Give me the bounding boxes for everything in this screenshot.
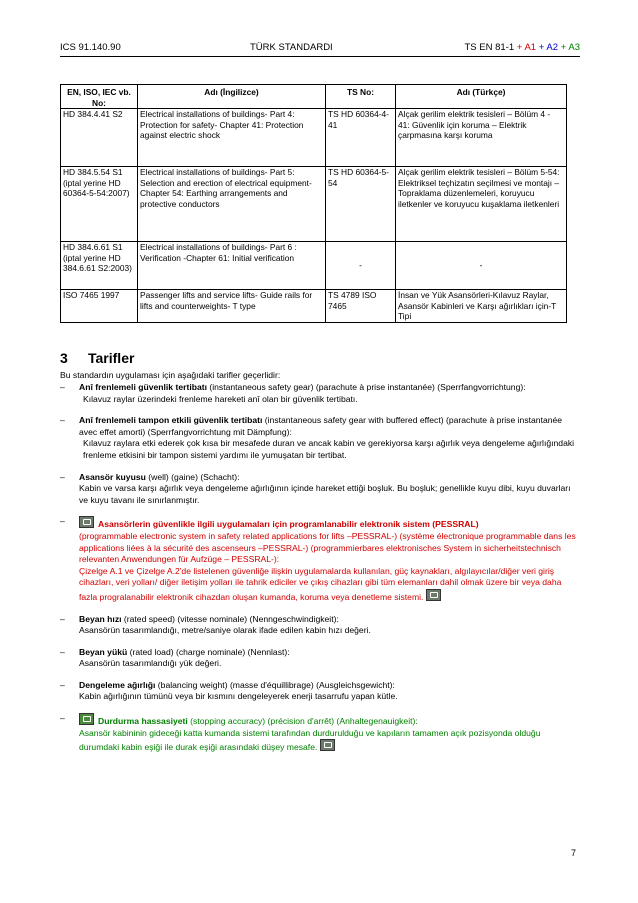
definitions-list [60,382,580,764]
cell-en-no: HD 384.4.41 S2 [61,109,138,167]
table-header-row [61,85,567,109]
definition-item [60,614,580,637]
table-row [61,167,567,242]
definition-description: Kılavuz raylara etki ederek çok kısa bir mesafede duran ve ancak kabin ve gerekiyorsa karşı ağırlık veya dengeleme ağırlığındaki frenleme etkisini bir tampon sistemi yardımı ile yumuşatan bir tertibat. [83,438,575,460]
list-dash: – [60,516,65,527]
section-number: 3 [60,350,68,366]
definition-term: Beyan hızı [79,613,122,624]
amendment-a3: A3 [568,42,580,53]
definition-translations: (stopping accuracy) (précision d'arrêt) (Anhaltegenauigkeit): [187,716,418,727]
definition-term: Anî frenlemeli tampon etkili güvenlik tertibatı [79,415,263,426]
definition-description: Kabin ağırlığının tümünü veya bir kısmını dengeleyerek enerji tasarrufu yapan kütle. [79,691,398,702]
col-header-name-tr: Adı (Türkçe) [396,85,567,109]
cell-name-tr: Alçak gerilim elektrik tesisleri – Bölüm 4 - 41: Güvenlik için koruma – Elektrik çarpmasına karşı koruma [396,109,567,167]
list-dash: – [60,646,65,657]
definition-item-stopping [60,713,580,754]
ics-code: ICS 91.140.90 [60,42,121,53]
definition-translations: (rated load) (charge nominale) (Nennlast): [127,646,290,657]
amendment-a1: A1 [524,42,537,53]
definition-translations: (rated speed) (vitesse nominale) (Nenngeschwindigkeit): [121,613,339,624]
modification-marker-icon [426,589,441,601]
list-dash: – [60,713,65,724]
cell-name-en: Electrical installations of buildings- Part 5: Selection and erection of electrical equipment- Chapter 54: Earthing arrangements and protective conductors [138,167,326,242]
modification-marker-icon [79,516,94,528]
standard-number: TS EN 81-1 + A1 + A2 + A3 [464,42,580,53]
definition-description: Asansör kabininin gideceği katta kumanda sistemi tarafından durdurulduğu ve kapıların tamamen açık pozisyonda olduğu durumdaki kabin eşiği ile durak eşiği arasındaki düşey mesafe. [79,727,541,753]
col-header-en-no: EN, ISO, IEC vb. No: [61,85,138,109]
page-header [60,42,580,57]
definition-term: Dengeleme ağırlığı [79,679,156,690]
definition-description: Çizelge A.1 ve Çizelge A.2'de listelenen güvenliğe ilişkin uygulamalarda kullanılan, güç kaynakları, algılayıcılar/diğer veri giriş cihazları, veri yolları/ diğer iletişim yolları ile tahrik ediciler ve çıkış cihazları gibi tüm elemanları dahil olmak üzere bir veya daha fazla progralanabilir elektronik cihazdan oluşan kumanda, koruma veya denetleme sistemi. [79,565,562,602]
cell-en-no: ISO 7465 1997 [61,290,138,323]
table-row [61,290,567,323]
definition-item-pessral [60,516,580,603]
definition-translations: (instantaneous safety gear) (parachute à prise instantanée) (Sperrfangvorrichtung): [206,382,526,392]
definition-item [60,415,580,461]
cell-en-no: HD 384.6.61 S1 (iptal yerine HD 384.6.61 S2:2003) [61,242,138,290]
definition-item [60,472,580,507]
table-row [61,242,567,290]
list-dash: – [60,471,65,482]
reference-table [60,84,567,323]
list-dash: – [60,613,65,624]
cell-en-no: HD 384.5.54 S1 (iptal yerine HD 60364-5-54:2007) [61,167,138,242]
cell-ts-no: TS 4789 ISO 7465 [326,290,396,323]
standard-label: TÜRK STANDARDI [250,42,333,53]
definition-description: Asansörün tasarımlandığı yük değeri. [79,658,222,669]
definition-translations: (programmable electronic system in safety related applications for lifts –PESSRAL-) (système électronique programmable dans les applications liées à la sécurité des ascenseurs –PESSRAL-) (programmierbares elektronisches System in sicherheitstechnisch relevanten Anwendungen für Aufzüge – PESSRAL-): [79,530,576,565]
definition-term: Anî frenlemeli güvenlik tertibatı [79,382,207,392]
list-dash: – [60,382,65,392]
definition-description: Kabin ve varsa karşı ağırlık veya dengeleme ağırlığının içinde hareket ettiği boşluk. Bu boşluk; genellikle kuyu dibi, kuyu duvarları ve kuyu tavanı ile sınırlanmıştır. [79,483,571,505]
modification-marker-icon [79,713,94,725]
cell-ts-no: TS HD 60364-4-41 [326,109,396,167]
definition-item [60,382,580,405]
definition-term: Durdurma hassasiyeti [98,716,188,727]
definition-description: Kılavuz raylar üzerindeki frenleme hareketi anî olan bir güvenlik tertibatı. [83,393,358,404]
cell-name-tr: - [396,242,567,290]
amendment-a2: A2 [546,42,559,53]
cell-ts-no: - [326,242,396,290]
definition-item [60,680,580,703]
definition-item [60,647,580,670]
cell-name-en: Electrical installations of buildings- Part 6 : Verification -Chapter 61: Initial verification [138,242,326,290]
definition-translations: (balancing weight) (masse d'équillibrage) (Ausgleichsgewicht): [155,679,395,690]
modification-marker-icon [320,739,335,751]
definition-description: Asansörün tasarımlandığı, metre/saniye olarak ifade edilen kabin hızı değeri. [79,625,371,636]
cell-name-tr: İnsan ve Yük Asansörleri-Kılavuz Raylar, Asansör Kabinleri ve Karşı ağırlıkları için-T Tipi [396,290,567,323]
section-heading [60,350,134,366]
definition-term: Beyan yükü [79,646,128,657]
cell-name-tr: Alçak gerilim elektrik tesisleri – Bölüm 5-54: Elektriksel teçhizatın seçilmesi ve montajı – Topraklama düzenlemeleri, koruyucu iletkenler ve koruyucu kuşaklama iletkenleri [396,167,567,242]
definition-term: Asansör kuyusu [79,471,146,482]
cell-name-en: Passenger lifts and service lifts- Guide rails for lifts and counterweights- T type [138,290,326,323]
definition-translations: (instantaneous safety gear with buffered effect) (parachute à prise instantanée avec effet amorti) (Sperrfangvorrichtung mit Dämpfung): [79,415,563,437]
cell-name-en: Electrical installations of buildings- Part 4: Protection for safety- Chapter 41: Protection against electric shock [138,109,326,167]
list-dash: – [60,679,65,690]
section-intro: Bu standardın uygulaması için aşağıdaki tarifler geçerlidir: [60,370,281,380]
definition-term: Asansörlerin güvenlikle ilgili uygulamaları için programlanabilir elektronik sistem (PESSRAL) [98,519,479,530]
cell-ts-no: TS HD 60364-5-54 [326,167,396,242]
col-header-name-en: Adı (İngilizce) [138,85,326,109]
section-title: Tarifler [88,350,135,366]
page-number: 7 [571,848,577,858]
table-row [61,109,567,167]
col-header-ts-no: TS No: [326,85,396,109]
definition-translations: (well) (gaine) (Schacht): [145,471,240,482]
list-dash: – [60,415,65,426]
